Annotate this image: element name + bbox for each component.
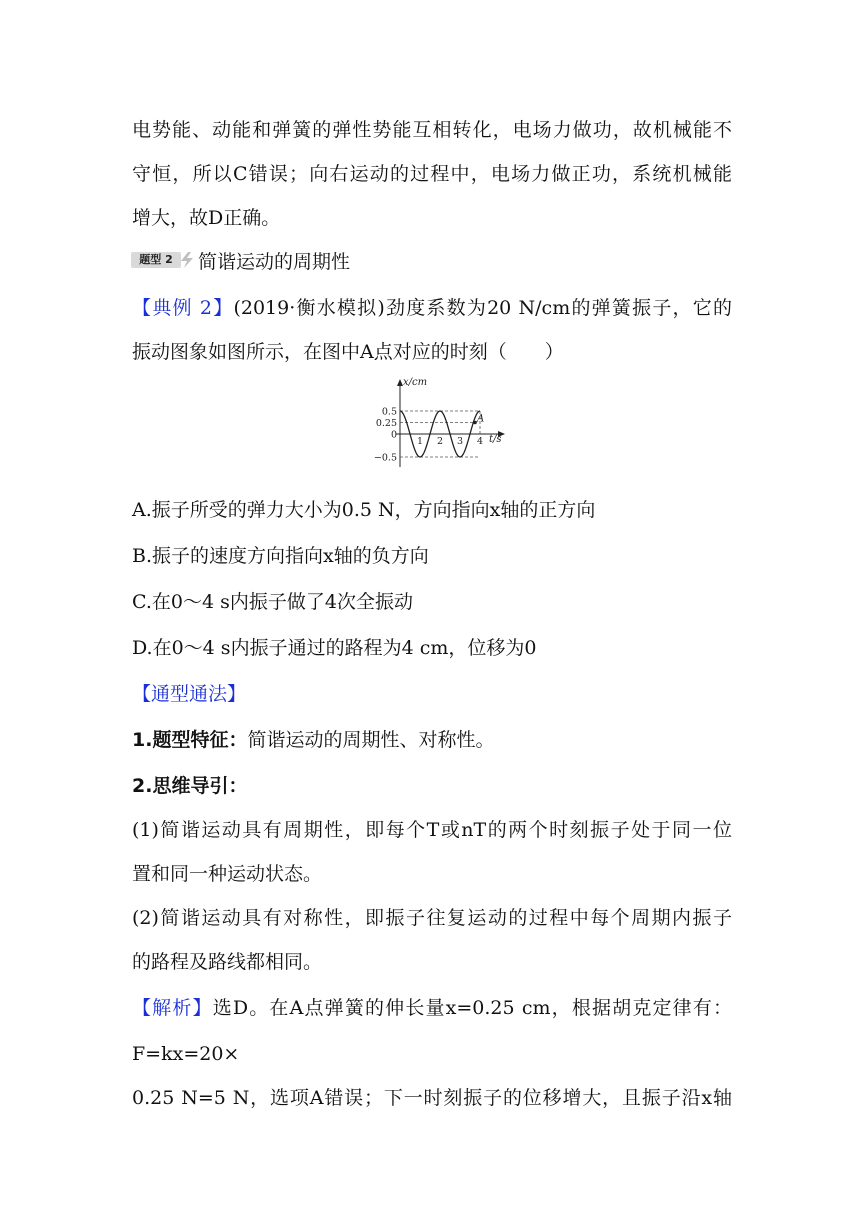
analysis-text: 选D。在A点弹簧的伸长量x=0.25 cm，根据胡克定律有： [212, 997, 732, 1019]
point-label: A [477, 413, 485, 425]
option-d: D.在0～4 s内振子通过的路程为4 cm，位移为0 [132, 637, 537, 659]
method-paragraph-line: (2)简谐运动具有对称性，即振子往复运动的过程中每个周期内振子 [132, 907, 732, 929]
option-a: A.振子所受的弹力大小为0.5 N，方向指向x轴的正方向 [132, 499, 596, 521]
method-item-2-label: 2.思维导引： [132, 775, 248, 797]
analysis-line [132, 994, 732, 1022]
method-paragraph-line: 置和同一种运动状态。 [132, 863, 323, 885]
method-paragraph-line: 的路程及路线都相同。 [132, 951, 323, 973]
y-axis-label: x/cm [403, 377, 428, 388]
example-text: (2019·衡水模拟)劲度系数为20 N/cm的弹簧振子，它的 [233, 297, 732, 319]
method-item-1 [132, 726, 732, 754]
paragraph-line: 增大，故D正确。 [132, 207, 281, 229]
method-item-1-label: 1.题型特征： [132, 729, 248, 751]
x-axis-label: t/s [489, 434, 502, 445]
paragraph-line: 电势能、动能和弹簧的弹性势能互相转化，电场力做功，故机械能不 [132, 119, 732, 141]
paragraph-line: 守恒，所以C错误；向右运动的过程中，电场力做正功，系统机械能 [132, 163, 732, 185]
lightning-icon [179, 252, 197, 268]
example-line [132, 294, 732, 322]
x-tick-label: 1 [417, 436, 424, 447]
y-tick-label: 0 [390, 429, 397, 441]
section-badge [131, 252, 197, 268]
y-tick-label: 0.25 [375, 418, 397, 429]
section-title: 简谐运动的周期性 [198, 251, 351, 273]
vibration-graph [362, 376, 512, 480]
analysis-line: F=kx=20× [132, 1043, 240, 1065]
x-tick-label: 4 [477, 436, 484, 447]
method-heading: 【通型通法】 [132, 683, 247, 705]
y-tick-label: 0.5 [381, 406, 397, 418]
x-tick-label: 2 [437, 436, 444, 447]
option-c: C.在0～4 s内振子做了4次全振动 [132, 591, 413, 613]
example-line: 振动图象如图所示，在图中A点对应的时刻（ ） [132, 341, 564, 363]
section-badge-label: 题型 2 [131, 252, 181, 268]
example-tag: 【典例 2】 [132, 297, 234, 319]
analysis-tag: 【解析】 [132, 997, 213, 1019]
y-tick-label: −0.5 [373, 452, 397, 464]
graph-axes [396, 379, 505, 467]
graph-labels [374, 377, 502, 464]
x-tick-label: 3 [457, 436, 464, 447]
option-b: B.振子的速度方向指向x轴的负方向 [132, 545, 429, 567]
method-paragraph-line: (1)简谐运动具有周期性，即每个T或nT的两个时刻振子处于同一位 [132, 819, 732, 841]
method-item-1-text: 简谐运动的周期性、对称性。 [247, 729, 495, 751]
analysis-line: 0.25 N=5 N，选项A错误；下一时刻振子的位移增大，且振子沿x轴 [132, 1087, 732, 1109]
